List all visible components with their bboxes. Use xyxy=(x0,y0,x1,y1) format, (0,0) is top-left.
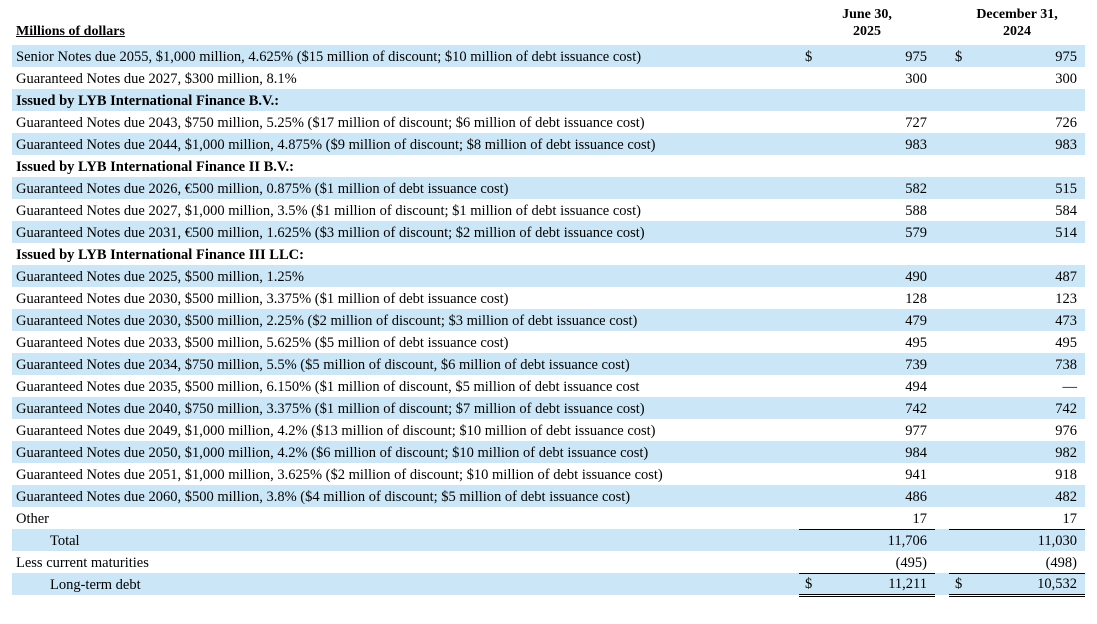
row-currency-june xyxy=(799,221,823,243)
column-gap xyxy=(935,89,949,111)
row-currency-june xyxy=(799,89,823,111)
row-value-june: 300 xyxy=(905,71,927,88)
row-currency-june xyxy=(799,485,823,507)
row-currency-december xyxy=(949,155,973,177)
row-value-december: 11,030 xyxy=(973,529,1085,551)
column-gap xyxy=(935,551,949,573)
row-value-december: 514 xyxy=(973,221,1085,243)
column-header-june-30-2025 xyxy=(799,6,935,45)
column-gap-header xyxy=(935,6,949,45)
column-gap xyxy=(935,419,949,441)
millions-of-dollars-label: Millions of dollars xyxy=(16,24,125,40)
table-row xyxy=(12,177,1085,199)
column-gap xyxy=(935,331,949,353)
row-value-december: 300 xyxy=(1055,71,1077,88)
row-currency-december xyxy=(949,133,973,155)
row-currency-june xyxy=(799,375,823,397)
table-row xyxy=(12,287,1085,309)
row-label: Issued by LYB International Finance B.V.: xyxy=(12,89,799,111)
row-value-june: 582 xyxy=(823,177,935,199)
row-label: Guaranteed Notes due 2027, $300 million, 8.1% xyxy=(16,71,297,88)
table-row xyxy=(12,199,1085,221)
column-header-june-line1: June 30, xyxy=(842,7,892,22)
debt-table-body xyxy=(12,45,1085,595)
row-value-december: 584 xyxy=(1055,203,1077,220)
row-value-june: (495) xyxy=(895,554,927,571)
row-label: Guaranteed Notes due 2027, $1,000 million, 3.5% ($1 million of discount; $1 million of debt issuance cost) xyxy=(16,203,642,220)
row-currency-december xyxy=(949,419,973,441)
row-label: Guaranteed Notes due 2050, $1,000 million, 4.2% ($6 million of discount; $10 million of debt issuance cost) xyxy=(12,441,799,463)
row-value-december: 976 xyxy=(1055,423,1077,440)
row-value-june: 486 xyxy=(823,485,935,507)
row-currency-december xyxy=(949,199,973,221)
row-currency-december xyxy=(949,331,973,353)
row-currency-december xyxy=(949,353,973,375)
row-currency-december xyxy=(949,529,973,551)
column-gap xyxy=(935,243,949,265)
row-currency-june xyxy=(799,507,823,529)
column-header-december-line1: December 31, xyxy=(976,7,1058,22)
row-value-june: 975 xyxy=(823,45,935,67)
row-value-june: 977 xyxy=(905,423,927,440)
row-label: Issued by LYB International Finance II B.V.: xyxy=(16,159,294,176)
row-currency-june: $ xyxy=(799,573,823,595)
row-currency-december xyxy=(949,243,973,265)
column-gap xyxy=(935,463,949,485)
row-value-june: 984 xyxy=(823,441,935,463)
row-currency-june xyxy=(799,287,823,309)
row-label: Less current maturities xyxy=(16,555,149,572)
row-label: Guaranteed Notes due 2030, $500 million, 2.25% ($2 million of discount; $3 million of debt issuance cost) xyxy=(12,309,799,331)
column-header-june-line2: 2025 xyxy=(852,23,881,39)
row-label: Long-term debt xyxy=(12,573,799,595)
row-label: Guaranteed Notes due 2033, $500 million, 5.625% ($5 million of debt issuance cost) xyxy=(16,335,509,352)
column-gap xyxy=(935,67,949,89)
row-currency-june xyxy=(799,331,823,353)
row-value-december: 123 xyxy=(1055,291,1077,308)
row-currency-december xyxy=(949,485,973,507)
column-gap xyxy=(935,199,949,221)
long-term-debt-table xyxy=(12,6,1085,597)
column-gap xyxy=(935,45,949,67)
table-row xyxy=(12,551,1085,573)
row-value-december: 17 xyxy=(1062,510,1077,527)
row-currency-june xyxy=(799,111,823,133)
column-gap xyxy=(935,111,949,133)
table-row xyxy=(12,133,1085,155)
row-value-june: 983 xyxy=(823,133,935,155)
row-value-june: 941 xyxy=(905,467,927,484)
row-value-december: 487 xyxy=(973,265,1085,287)
row-value-june xyxy=(823,89,935,111)
table-row xyxy=(12,45,1085,67)
row-currency-december xyxy=(949,309,973,331)
row-value-december xyxy=(973,155,1085,177)
row-value-december xyxy=(973,89,1085,111)
row-currency-june xyxy=(799,243,823,265)
column-gap xyxy=(935,353,949,375)
row-label: Guaranteed Notes due 2030, $500 million, 3.375% ($1 million of debt issuance cost) xyxy=(16,291,509,308)
row-currency-june: $ xyxy=(799,45,823,67)
table-row xyxy=(12,353,1085,375)
row-currency-june xyxy=(799,529,823,551)
row-label: Guaranteed Notes due 2025, $500 million, 1.25% xyxy=(12,265,799,287)
column-gap xyxy=(935,573,949,595)
row-label: Total xyxy=(12,529,799,551)
row-label: Guaranteed Notes due 2049, $1,000 million, 4.2% ($13 million of discount; $10 million of debt issuance cost) xyxy=(16,423,656,440)
row-currency-december xyxy=(949,375,973,397)
row-label: Guaranteed Notes due 2031, €500 million, 1.625% ($3 million of discount; $2 million of debt issuance cost) xyxy=(12,221,799,243)
row-currency-december xyxy=(949,89,973,111)
row-label: Guaranteed Notes due 2060, $500 million, 3.8% ($4 million of discount; $5 million of debt issuance cost) xyxy=(12,485,799,507)
table-row xyxy=(12,441,1085,463)
row-currency-june xyxy=(799,309,823,331)
row-currency-december xyxy=(949,551,973,573)
row-value-december: 473 xyxy=(973,309,1085,331)
column-gap xyxy=(935,397,949,419)
row-value-december: 726 xyxy=(1055,115,1077,132)
row-value-december: 983 xyxy=(973,133,1085,155)
row-currency-december xyxy=(949,67,973,89)
row-label: Guaranteed Notes due 2044, $1,000 million, 4.875% ($9 million of discount; $8 million of debt issuance cost) xyxy=(12,133,799,155)
row-label: Other xyxy=(16,511,50,528)
row-value-december: 742 xyxy=(973,397,1085,419)
row-currency-december xyxy=(949,111,973,133)
table-row xyxy=(12,309,1085,331)
row-value-june: 588 xyxy=(905,203,927,220)
row-currency-june xyxy=(799,265,823,287)
table-row xyxy=(12,331,1085,353)
row-currency-june xyxy=(799,133,823,155)
row-value-december: (498) xyxy=(1045,554,1077,571)
table-row xyxy=(12,89,1085,111)
table-row xyxy=(12,419,1085,441)
table-row xyxy=(12,529,1085,551)
table-row xyxy=(12,397,1085,419)
table-row xyxy=(12,463,1085,485)
row-value-june: 495 xyxy=(905,335,927,352)
table-row xyxy=(12,375,1085,397)
row-value-december: 515 xyxy=(973,177,1085,199)
table-row xyxy=(12,265,1085,287)
row-label: Guaranteed Notes due 2040, $750 million, 3.375% ($1 million of discount; $7 million of debt issuance cost) xyxy=(12,397,799,419)
row-value-june: 479 xyxy=(823,309,935,331)
table-row xyxy=(12,155,1085,177)
column-gap xyxy=(935,287,949,309)
column-gap xyxy=(935,309,949,331)
row-value-december: 482 xyxy=(973,485,1085,507)
row-label: Guaranteed Notes due 2034, $750 million, 5.5% ($5 million of discount, $6 million of debt issuance cost) xyxy=(12,353,799,375)
row-label: Issued by LYB International Finance III LLC: xyxy=(16,247,304,264)
table-row xyxy=(12,67,1085,89)
row-currency-december xyxy=(949,221,973,243)
row-value-december: 10,532 xyxy=(973,573,1085,595)
row-currency-june xyxy=(799,199,823,221)
row-value-june: 727 xyxy=(905,115,927,132)
row-value-june xyxy=(823,243,935,265)
row-value-december: 982 xyxy=(973,441,1085,463)
row-currency-december xyxy=(949,397,973,419)
row-value-december: 738 xyxy=(973,353,1085,375)
row-currency-december xyxy=(949,265,973,287)
column-header-december-line2: 2024 xyxy=(1003,23,1031,39)
row-value-december: 918 xyxy=(1055,467,1077,484)
column-gap xyxy=(935,485,949,507)
row-currency-december xyxy=(949,463,973,485)
table-header-row xyxy=(12,6,1085,45)
row-value-december: 495 xyxy=(1055,335,1077,352)
column-gap xyxy=(935,221,949,243)
row-currency-june xyxy=(799,551,823,573)
row-currency-december xyxy=(949,177,973,199)
row-currency-june xyxy=(799,441,823,463)
row-currency-june xyxy=(799,353,823,375)
row-currency-december xyxy=(949,441,973,463)
row-value-june: 490 xyxy=(823,265,935,287)
row-value-june: 11,211 xyxy=(823,573,935,595)
table-row xyxy=(12,111,1085,133)
column-gap xyxy=(935,441,949,463)
row-label: Guaranteed Notes due 2026, €500 million, 0.875% ($1 million of debt issuance cost) xyxy=(12,177,799,199)
row-currency-june xyxy=(799,67,823,89)
row-label: Guaranteed Notes due 2035, $500 million, 6.150% ($1 million of discount, $5 million of debt issuance cost xyxy=(16,379,640,396)
row-currency-june xyxy=(799,155,823,177)
row-currency-june xyxy=(799,419,823,441)
row-value-june: 17 xyxy=(912,510,927,527)
column-gap xyxy=(935,507,949,529)
table-row xyxy=(12,507,1085,529)
table-row xyxy=(12,221,1085,243)
column-gap xyxy=(935,265,949,287)
column-header-december-31-2024 xyxy=(949,6,1085,45)
row-value-december: 975 xyxy=(973,45,1085,67)
row-currency-december xyxy=(949,507,973,529)
table-row xyxy=(12,485,1085,507)
table-label-header xyxy=(12,6,799,45)
column-gap xyxy=(935,133,949,155)
row-value-june: 128 xyxy=(905,291,927,308)
column-gap xyxy=(935,375,949,397)
column-gap xyxy=(935,155,949,177)
row-value-june xyxy=(823,155,935,177)
table-row xyxy=(12,573,1085,595)
row-currency-june xyxy=(799,177,823,199)
row-label: Guaranteed Notes due 2051, $1,000 million, 3.625% ($2 million of discount; $10 million of debt issuance cost) xyxy=(16,467,663,484)
row-value-june: 739 xyxy=(823,353,935,375)
row-currency-december: $ xyxy=(949,573,973,595)
row-currency-december xyxy=(949,287,973,309)
row-value-june: 494 xyxy=(905,379,927,396)
row-value-december xyxy=(973,243,1085,265)
column-gap xyxy=(935,529,949,551)
table-row xyxy=(12,243,1085,265)
row-value-december: — xyxy=(1062,379,1077,396)
row-currency-june xyxy=(799,463,823,485)
row-value-june: 742 xyxy=(823,397,935,419)
row-value-june: 579 xyxy=(823,221,935,243)
row-label: Guaranteed Notes due 2043, $750 million, 5.25% ($17 million of discount; $6 million of debt issuance cost) xyxy=(16,115,645,132)
column-gap xyxy=(935,177,949,199)
row-label: Senior Notes due 2055, $1,000 million, 4.625% ($15 million of discount; $10 million of debt issuance cost) xyxy=(12,45,799,67)
row-value-june: 11,706 xyxy=(823,529,935,551)
row-currency-december: $ xyxy=(949,45,973,67)
row-currency-june xyxy=(799,397,823,419)
